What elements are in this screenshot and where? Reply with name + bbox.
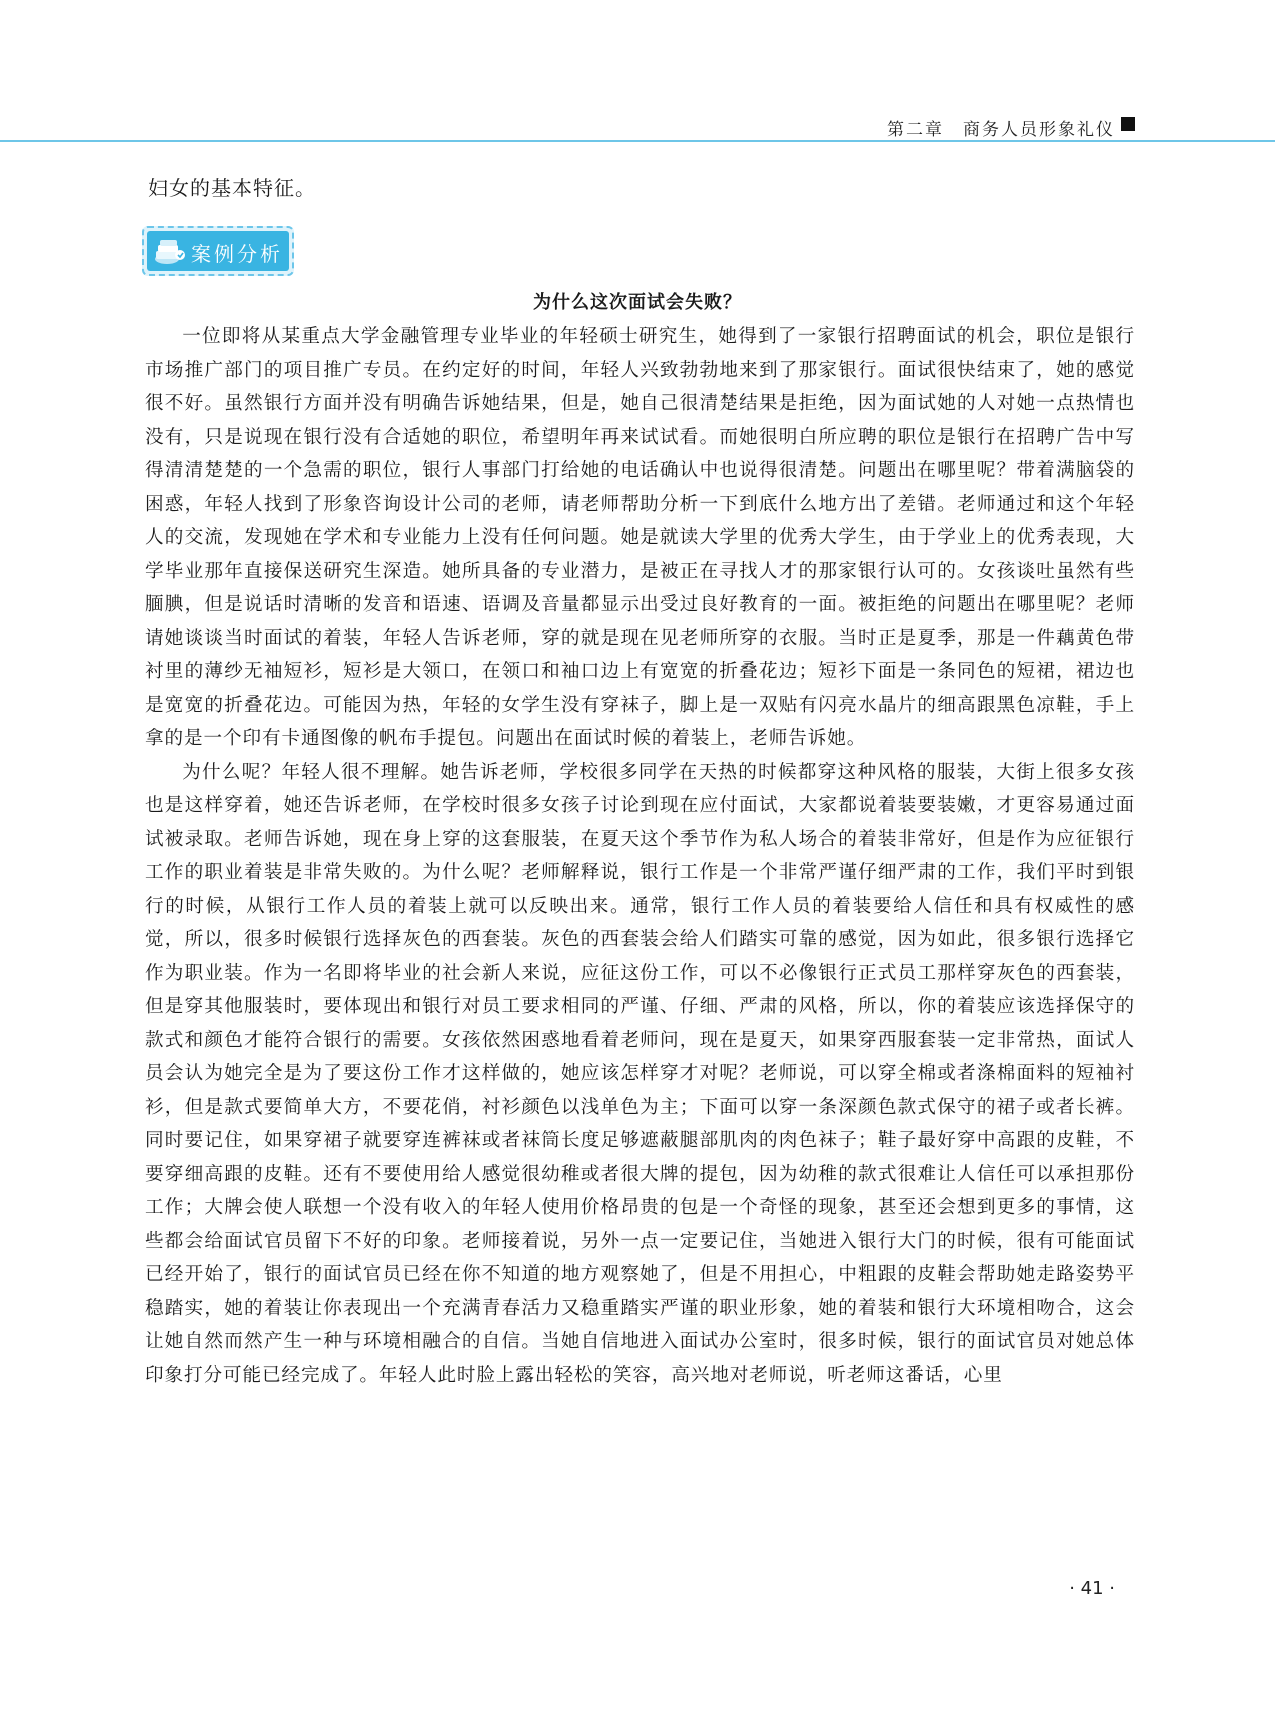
chapter-header: 第二章 商务人员形象礼仪: [887, 120, 1115, 140]
header-square-marker: [1121, 117, 1135, 131]
header-rule: [0, 140, 1275, 142]
case-analysis-badge: [142, 226, 294, 276]
case-analysis-label: 案例分析: [191, 242, 283, 266]
intro-text: 妇女的基本特征。: [148, 176, 316, 200]
book-stack-icon: [153, 237, 187, 267]
article-paragraph: 为什么呢？年轻人很不理解。她告诉老师，学校很多同学在天热的时候都穿这种风格的服装，大街上很多女孩也是这样穿着，她还告诉老师，在学校时很多女孩子讨论到现在应付面试，大家都说着装要装嫩，才更容易通过面试被录取。老师告诉她，现在身上穿的这套服装，在夏天这个季节作为私人场合的着装非常好，但是作为应征银行工作的职业着装是非常失败的。为什么呢？老师解释说，银行工作是一个非常严谨仔细严肃的工作，我们平时到银行的时候，从银行工作人员的着装上就可以反映出来。通常，银行工作人员的着装要给人信任和具有权威性的感觉，所以，很多时候银行选择灰色的西套装。灰色的西套装会给人们踏实可靠的感觉，因为如此，很多银行选择它作为职业装。作为一名即将毕业的社会新人来说，应征这份工作，可以不必像银行正式员工那样穿灰色的西套装，但是穿其他服装时，要体现出和银行对员工要求相同的严谨、仔细、严肃的风格，所以，你的着装应该选择保守的款式和颜色才能符合银行的需要。女孩依然困惑地看着老师问，现在是夏天，如果穿西服套装一定非常热，面试人员会认为她完全是为了要这份工作才这样做的，她应该怎样穿才对呢？老师说，可以穿全棉或者涤棉面料的短袖衬衫，但是款式要简单大方，不要花俏，衬衫颜色以浅单色为主；下面可以穿一条深颜色款式保守的裙子或者长裤。同时要记住，如果穿裙子就要穿连裤袜或者袜筒长度足够遮蔽腿部肌肉的肉色袜子；鞋子最好穿中高跟的皮鞋，不要穿细高跟的皮鞋。还有不要使用给人感觉很幼稚或者很大牌的提包，因为幼稚的款式很难让人信任可以承担那份工作；大牌会使人联想一个没有收入的年轻人使用价格昂贵的包是一个奇怪的现象，甚至还会想到更多的事情，这些都会给面试官员留下不好的印象。老师接着说，另外一点一定要记住，当她进入银行大门的时候，很有可能面试已经开始了，银行的面试官员已经在你不知道的地方观察她了，但是不用担心，中粗跟的皮鞋会帮助她走路姿势平稳踏实，她的着装让你表现出一个充满青春活力又稳重踏实严谨的职业形象，她的着装和银行大环境相吻合，这会让她自然而然产生一种与环境相融合的自信。当她自信地进入面试办公室时，很多时候，银行的面试官员对她总体印象打分可能已经完成了。年轻人此时脸上露出轻松的笑容，高兴地对老师说，听老师这番话，心里: [145, 761, 1135, 1386]
article-title: 为什么这次面试会失败？: [533, 292, 742, 313]
page-number: · 41 ·: [1069, 1578, 1115, 1599]
article-paragraph: 一位即将从某重点大学金融管理专业毕业的年轻硕士研究生，她得到了一家银行招聘面试的机会，职位是银行市场推广部门的项目推广专员。在约定好的时间，年轻人兴致勃勃地来到了那家银行。面试很快结束了，她的感觉很不好。虽然银行方面并没有明确告诉她结果，但是，她自己很清楚结果是拒绝，因为面试她的人对她一点热情也没有，只是说现在银行没有合适她的职位，希望明年再来试试看。而她很明白所应聘的职位是银行在招聘广告中写得清清楚楚的一个急需的职位，银行人事部门打给她的电话确认中也说得很清楚。问题出在哪里呢？带着满脑袋的困惑，年轻人找到了形象咨询设计公司的老师，请老师帮助分析一下到底什么地方出了差错。老师通过和这个年轻人的交流，发现她在学术和专业能力上没有任何问题。她是就读大学里的优秀大学生，由于学业上的优秀表现，大学毕业那年直接保送研究生深造。她所具备的专业潜力，是被正在寻找人才的那家银行认可的。女孩谈吐虽然有些腼腆，但是说话时清晰的发音和语速、语调及音量都显示出受过良好教育的一面。被拒绝的问题出在哪里呢？老师请她谈谈当时面试的着装，年轻人告诉老师，穿的就是现在见老师所穿的衣服。当时正是夏季，那是一件藕黄色带衬里的薄纱无袖短衫，短衫是大领口，在领口和袖口边上有宽宽的折叠花边；短衫下面是一条同色的短裙，裙边也是宽宽的折叠花边。可能因为热，年轻的女学生没有穿袜子，脚上是一双贴有闪亮水晶片的细高跟黑色凉鞋，手上拿的是一个印有卡通图像的帆布手提包。问题出在面试时候的着装上，老师告诉她。: [145, 326, 1135, 749]
article-body: [145, 320, 1135, 1392]
